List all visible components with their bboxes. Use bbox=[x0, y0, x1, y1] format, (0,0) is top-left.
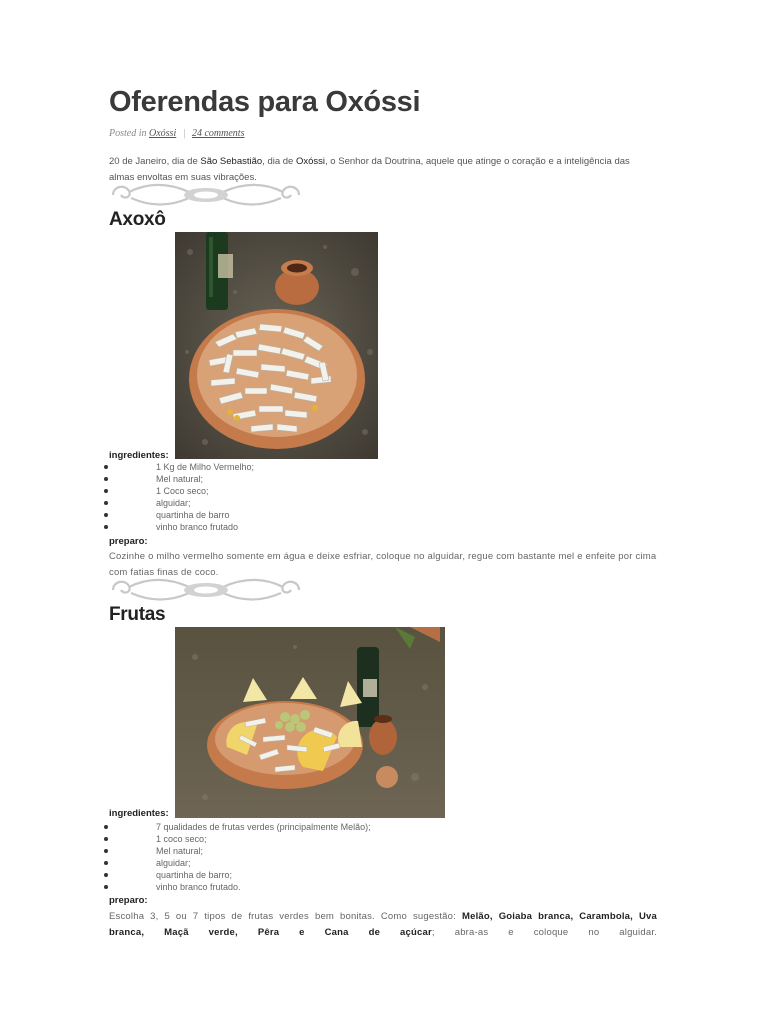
intro-text: 20 de Janeiro, dia de bbox=[109, 156, 201, 167]
preparo-highlight: branca, Maçã verde, Pêra e Cana de açúcar bbox=[109, 927, 432, 938]
preparo-label: preparo: bbox=[109, 895, 148, 906]
frutas-photo bbox=[175, 627, 445, 818]
section-heading-axoxo: Axoxô bbox=[109, 209, 166, 230]
posted-in-label: Posted in bbox=[109, 128, 147, 139]
intro-text: , o Senhor da Doutrina, aquele que atinge o coração e a inteligência das almas envoltas em suas vibrações. bbox=[109, 156, 630, 183]
axoxo-photo bbox=[175, 232, 378, 459]
list-item: alguidar; bbox=[104, 857, 504, 869]
preparo-text-axoxo: Cozinhe o milho vermelho somente em água e deixe esfriar, coloque no alguidar, regue com bastante mel e enfeite por cima com fatias finas de coco. bbox=[109, 551, 657, 578]
list-item: 7 qualidades de frutas verdes (principalmente Melão); bbox=[104, 821, 504, 833]
post-title: Oferendas para Oxóssi bbox=[109, 86, 421, 118]
list-item: vinho branco frutado bbox=[104, 521, 504, 533]
preparo-text: ; abra-as e coloque no alguidar. bbox=[431, 927, 657, 938]
list-item: Mel natural; bbox=[104, 845, 504, 857]
post-meta bbox=[109, 128, 244, 139]
intro-highlight: São Sebastião bbox=[200, 156, 263, 167]
comments-link[interactable]: 24 comments bbox=[191, 128, 245, 139]
preparo-line-1 bbox=[109, 909, 657, 925]
preparo-highlight: Melão, Goiaba branca, Carambola, Uva bbox=[461, 911, 658, 922]
list-item: 1 Coco seco; bbox=[104, 485, 504, 497]
list-item: Mel natural; bbox=[104, 473, 504, 485]
preparo-line-2 bbox=[109, 925, 657, 941]
ornament-divider bbox=[109, 575, 303, 605]
ingredients-list-axoxo bbox=[104, 461, 504, 533]
preparo-label: preparo: bbox=[109, 536, 148, 547]
preparo-text: Escolha 3, 5 ou 7 tipos de frutas verdes bem bonitas. Como sugestão: bbox=[109, 911, 462, 922]
ingredients-label: ingredientes: bbox=[109, 450, 169, 461]
category-link[interactable]: Oxóssi bbox=[149, 128, 177, 139]
list-item: quartinha de barro; bbox=[104, 869, 504, 881]
list-item: alguidar; bbox=[104, 497, 504, 509]
ingredients-list-frutas bbox=[104, 821, 504, 893]
list-item: 1 Kg de Milho Vermelho; bbox=[104, 461, 504, 473]
section-heading-frutas: Frutas bbox=[109, 604, 166, 625]
ornament-divider bbox=[109, 180, 303, 210]
list-item: 1 coco seco; bbox=[104, 833, 504, 845]
ingredients-label: ingredientes: bbox=[109, 808, 169, 819]
intro-text: , dia de bbox=[262, 156, 296, 167]
meta-separator: | bbox=[182, 128, 186, 139]
list-item: vinho branco frutado. bbox=[104, 881, 504, 893]
intro-highlight: Oxóssi bbox=[295, 156, 326, 167]
list-item: quartinha de barro bbox=[104, 509, 504, 521]
